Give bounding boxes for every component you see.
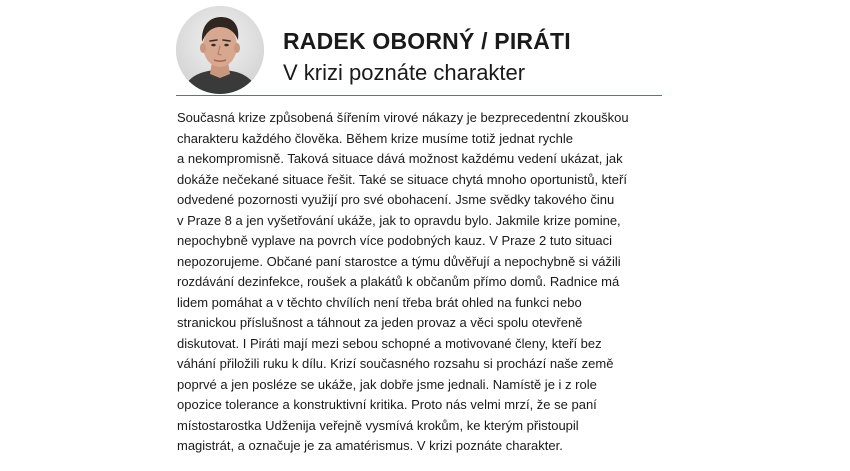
body-line: lidem pomáhat a v těchto chvílích není třeba brát ohled na funkci nebo [177, 294, 582, 310]
body-line: charakteru každého člověka. Během krize musíme totiž jednat rychle [177, 130, 573, 146]
body-line: místostarostka Udženija veřejně vysmívá krokům, ke kterým přistoupil [177, 417, 579, 433]
article-body [177, 108, 677, 457]
body-line: magistrát, a označuje je za amatérismus. V krizi poznáte charakter. [177, 438, 563, 453]
body-line: a nekompromisně. Taková situace dává možnost každému vedení ukázat, jak [177, 151, 623, 166]
body-line: nepozorujeme. Občané paní starostce a týmu důvěřují a nepochybně si vážili [177, 253, 621, 269]
body-line: diskutovat. I Piráti mají mezi sebou schopné a motivované členy, kteří bez [177, 335, 602, 351]
body-line: dokáže nečekané situace řešit. Také se situace chytá mnoho oportunistů, kteří [177, 171, 627, 187]
body-line: Současná krize způsobená šířením virové nákazy je bezprecedentní zkouškou [177, 110, 629, 125]
body-line: stranickou příslušnost a táhnout za jeden provaz a věci spolu otevřeně [177, 315, 583, 330]
author-portrait-image [176, 6, 264, 94]
body-line: váhání přiložili ruku k dílu. Krizí současného rozsahu si prochází naše země [177, 356, 614, 371]
body-line: v Praze 8 a jen vyšetřování ukáže, jak to opravdu bylo. Jakmile krize pomine, [177, 212, 621, 228]
body-line: odvedené pozornosti využijí pro své obohacení. Jsme svědky takového činu [177, 192, 615, 207]
body-line: nepochybně vyplave na povrch více podobných kauz. V Praze 2 tuto situaci [177, 233, 613, 248]
body-line: opozice tolerance a konstruktivní kritika. Proto nás velmi mrzí, že se paní [177, 397, 597, 412]
author-name: RADEK OBORNÝ / PIRÁTI [283, 28, 571, 54]
header-divider [176, 95, 662, 96]
body-line: rozdávání dezinfekce, roušek a plakátů k občanům přímo domů. Radnice má [177, 274, 620, 289]
body-line: poprvé a jen posléze se ukáže, jak dobře jsme jednali. Namístě je i z role [177, 376, 597, 392]
author-portrait [176, 6, 264, 94]
article-headline: V krizi poznáte charakter [283, 60, 526, 85]
